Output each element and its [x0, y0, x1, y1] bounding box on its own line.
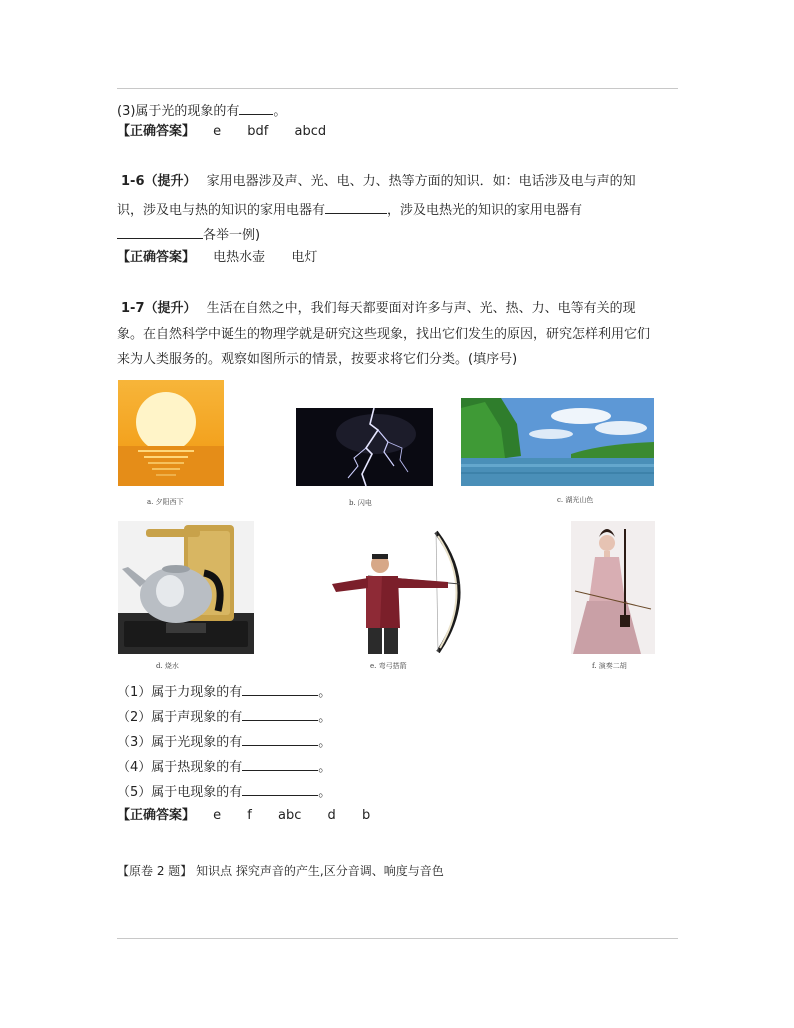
question-number: 1-6	[121, 174, 145, 189]
question-number: 1-7	[121, 301, 145, 316]
question-tag: （提升）	[144, 174, 197, 189]
prev-answer-line	[117, 123, 326, 141]
caption-e: e. 弯弓搭箭	[370, 662, 407, 670]
photo-archer	[328, 530, 471, 654]
top-rule	[117, 88, 678, 89]
q17-item-2: （2）属于声现象的有 。	[117, 706, 331, 727]
answer-blank	[117, 224, 203, 239]
answer-value: bdf	[247, 124, 269, 139]
answer-value: d	[327, 808, 336, 823]
q16-line2: 识，涉及电与热的知识的家用电器有 ，涉及电热光的知识的家用电器有	[117, 199, 582, 220]
bottom-rule	[117, 938, 678, 939]
q17-item-3: （3）属于光现象的有 。	[117, 731, 331, 752]
caption-f: f. 演奏二胡	[592, 662, 627, 670]
q16-line3: 各举一例)	[117, 224, 260, 245]
answer-label: 【正确答案】	[117, 808, 196, 823]
answer-value: f	[247, 808, 252, 823]
answer-value: e	[213, 808, 222, 823]
answer-blank	[242, 781, 318, 796]
q17-answer-line	[117, 807, 370, 825]
answer-value: 电热水壶	[213, 250, 266, 265]
caption-a: a. 夕阳西下	[147, 498, 184, 506]
q17-item-4: （4）属于热现象的有 。	[117, 756, 331, 777]
q17-item-1: （1）属于力现象的有 。	[117, 681, 331, 702]
photo-sunset	[118, 380, 224, 486]
answer-value: 电灯	[291, 250, 318, 265]
answer-value: abc	[278, 808, 302, 823]
q17-line1: 1-7（提升） 生活在自然之中，我们每天都要面对许多与声、光、热、力、电等有关的现	[121, 301, 636, 316]
answer-blank	[242, 681, 318, 696]
q16-answer-line	[117, 249, 317, 267]
q16-line1: 1-6（提升） 家用电器涉及声、光、电、力、热等方面的知识．如：电话涉及电与声的知	[121, 174, 636, 189]
answer-blank	[325, 199, 387, 214]
prev-question-line3: (3)属于光的现象的有 。	[117, 100, 286, 121]
photo-kettle	[118, 521, 254, 654]
answer-blank	[239, 100, 273, 115]
answer-blank	[242, 731, 318, 746]
answer-blank	[242, 706, 318, 721]
q17-line3: 来为人类服务的。观察如图所示的情景，按要求将它们分类。(填序号)	[117, 352, 518, 367]
answer-label: 【正确答案】	[117, 250, 196, 265]
answer-value: b	[361, 808, 371, 823]
q17-line2: 象。在自然科学中诞生的物理学就是研究这些现象，找出它们发生的原因，研究怎样利用它们	[117, 327, 651, 342]
answer-label: 【正确答案】	[117, 124, 196, 139]
answer-value: abcd	[294, 124, 327, 139]
q17-item-5: （5）属于电现象的有 。	[117, 781, 331, 802]
caption-c: c. 湖光山色	[557, 496, 594, 504]
photo-lake	[461, 398, 654, 486]
photo-erhu	[571, 521, 655, 654]
question-tag: （提升）	[144, 301, 197, 316]
answer-value: e	[213, 124, 222, 139]
section-header: 【原卷 2 题】 知识点 探究声音的产生,区分音调、响度与音色	[117, 864, 444, 878]
caption-b: b. 闪电	[349, 499, 372, 507]
answer-blank	[242, 756, 318, 771]
photo-lightning	[296, 408, 433, 486]
caption-d: d. 烧水	[156, 662, 179, 670]
